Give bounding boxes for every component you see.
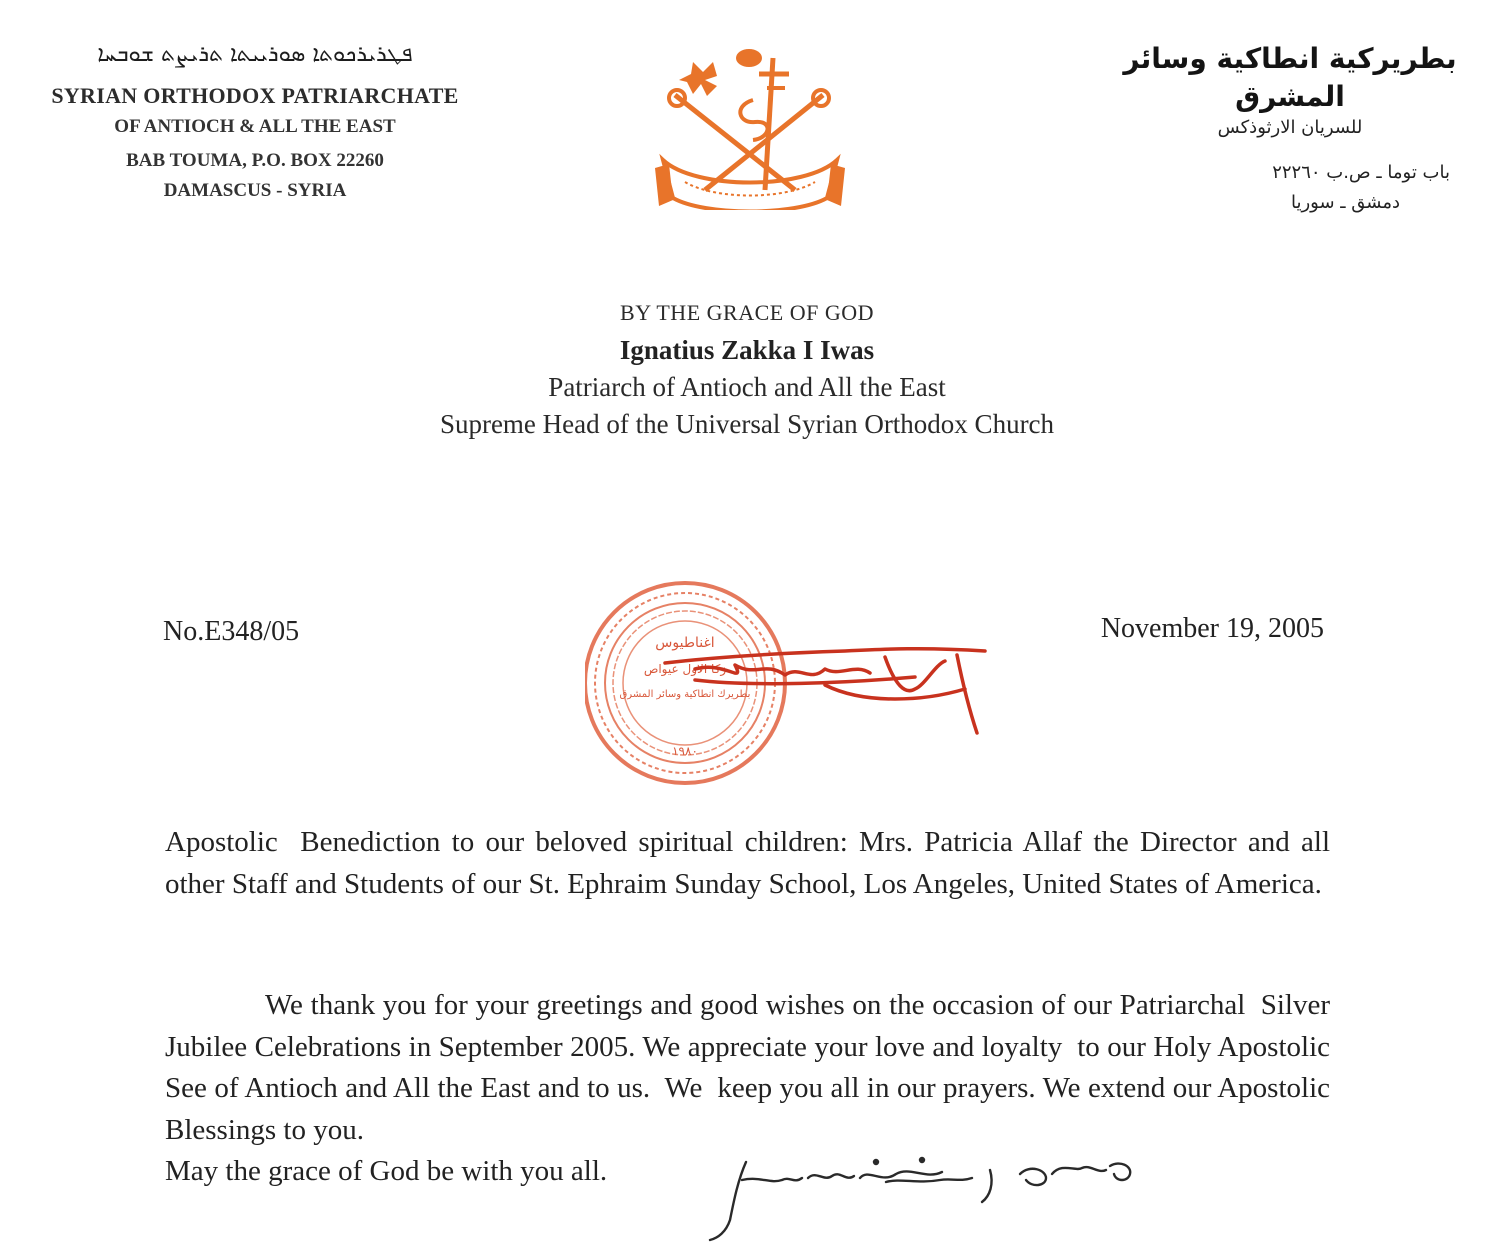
letterhead-arabic-title: بطريركية انطاكية وسائر المشرق (1123, 42, 1457, 113)
main-paragraph-text: We thank you for your greetings and good wishes on the occasion of our Patriarchal Silver Jubilee Celebrations in September 2005. We appreciate your love and loyalty to our Holy Apostolic See of Antioch and All the East and to us. We keep you all in our prayers. We extend our Apostolic Blessings to you. (165, 989, 1338, 1146)
letterhead-line4: DAMASCUS - SYRIA (163, 180, 347, 201)
patriarch-title-1: Patriarch of Antioch and All the East (548, 372, 946, 402)
patriarch-title-2: Supreme Head of the Universal Syrian Orthodox Church (439, 409, 1055, 439)
seal-text-1: اغناطيوس (655, 635, 715, 651)
patriarchal-seal (585, 565, 995, 810)
letterhead-right (1110, 40, 1470, 218)
closing-line: May the grace of God be with you all. (165, 1155, 608, 1187)
letterhead-arabic-address2: دمشق ـ سوريا (1290, 192, 1400, 213)
letterhead-syriac: ܦܛܪܝܪܟܘܬܐ ܣܘܪܝܝܬܐ ܬܪܝܨܬ ܫܘܒܚܐ (97, 42, 413, 67)
letterhead-left (20, 40, 490, 204)
letterhead-arabic-address1: باب توما ـ ص.ب ٢٢٢٦٠ (1272, 162, 1450, 183)
salutation-paragraph: Apostolic Benediction to our beloved spiritual children: Mrs. Patricia Allaf the Director and all other Staff and Students of our St. Ephraim Sunday School, Los Angeles, United States of America. (165, 826, 1338, 900)
grace-heading: BY THE GRACE OF GOD (620, 300, 874, 325)
seal-text-2: زكا الاول عيواص (643, 662, 727, 676)
letterhead-line2: OF ANTIOCH & ALL THE EAST (114, 116, 396, 137)
seal-graphic (585, 565, 995, 810)
patriarchal-emblem-icon (655, 40, 845, 210)
letter-date: November 19, 2005 (1100, 613, 1324, 644)
reference-number: No.E348/05 (163, 616, 300, 647)
seal-text-3: بطريرك انطاكية وسائر المشرق (619, 689, 751, 700)
signature-graphic (690, 1140, 1150, 1242)
patriarch-name: Ignatius Zakka I Iwas (619, 335, 875, 365)
letterhead-name: SYRIAN ORTHODOX PATRIARCHATE (51, 83, 459, 108)
emblem-graphic (655, 40, 845, 210)
letterhead-line3: BAB TOUMA, P.O. BOX 22260 (126, 150, 384, 171)
seal-year: ١٩٨٠ (672, 744, 698, 758)
handwritten-signature (690, 1140, 1150, 1242)
letterhead-arabic-subtitle: للسريان الارثوذكس (1217, 117, 1363, 138)
